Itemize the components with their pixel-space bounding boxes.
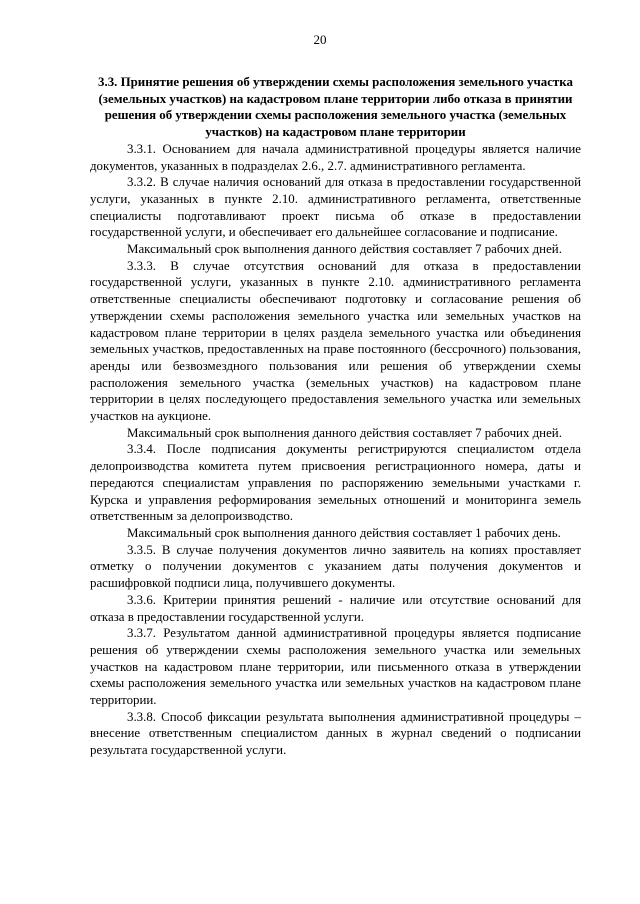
paragraph: 3.3.6. Критерии принятия решений - наличие или отсутствие оснований для отказа в предоставлении государственной услуги. <box>90 592 581 624</box>
paragraph: 3.3.3. В случае отсутствия оснований для отказа в предоставлении государственной услуги, указанных в пункте 2.10. административного регламента ответственные специалисты обеспечивают подготовку и согласование решения об утверждении схемы расположения земельного участка или земельных участков на кадастровом плане территории в целях раздела земельного участка или объединения земельных участков, предоставленных на праве постоянного (бессрочного) пользования, аренды или безвозмездного пользования или решения об утверждении схемы расположения земельного участка (земельных участков) на кадастровом плане территории в целях последующего предоставления земельного участка или земельных участков на аукционе. <box>90 258 581 424</box>
paragraph: 3.3.1. Основанием для начала административной процедуры является наличие документов, указанных в подразделах 2.6., 2.7. административного регламента. <box>90 141 581 173</box>
paragraph: Максимальный срок выполнения данного действия составляет 1 рабочих день. <box>127 525 561 540</box>
paragraph: Максимальный срок выполнения данного действия составляет 7 рабочих дней. <box>127 425 562 440</box>
section-heading: 3.3. Принятие решения об утверждении схемы расположения земельного участка (земельных участков) на кадастровом плане территории либо отказа в принятии решения об утверждении схемы расположения земельного участка (земельных участков) на кадастровом плане территории <box>98 75 573 140</box>
paragraph: 3.3.2. В случае наличия оснований для отказа в предоставлении государственной услуги, указанных в пункте 2.10. административного регламента, ответственные специалисты подготавливают проект письма об отказе в предоставлении государственной услуги, и обеспечивает его дальнейшее согласование и подписание. <box>90 175 581 240</box>
section-content <box>90 74 581 759</box>
paragraph: Максимальный срок выполнения данного действия составляет 7 рабочих дней. <box>127 242 562 257</box>
paragraph: 3.3.4. После подписания документы регистрируются специалистом отдела делопроизводства комитета путем присвоения регистрационного номера, даты и передаются специалистам управления по распоряжению земельными участками г. Курска и управления реформирования земельных отношений и мониторинга земель ответственным за делопроизводство. <box>90 442 581 524</box>
page-number: 20 <box>313 32 327 47</box>
paragraph: 3.3.5. В случае получения документов лично заявитель на копиях проставляет отметку о получении документов с указанием даты получения документов и расшифровкой подписи лица, получившего документы. <box>90 542 581 591</box>
paragraph: 3.3.8. Способ фиксации результата выполнения административной процедуры – внесение ответственным специалистом данных в журнал сведений о подписании результата государственной услуги. <box>90 709 581 758</box>
paragraph: 3.3.7. Результатом данной административной процедуры является подписание решения об утверждении схемы расположения земельного участка или земельных участков на кадастровом плане территории, или письменного отказа в утверждении схемы расположения земельного участка или земельных участков на кадастровом плане территории. <box>90 626 581 708</box>
